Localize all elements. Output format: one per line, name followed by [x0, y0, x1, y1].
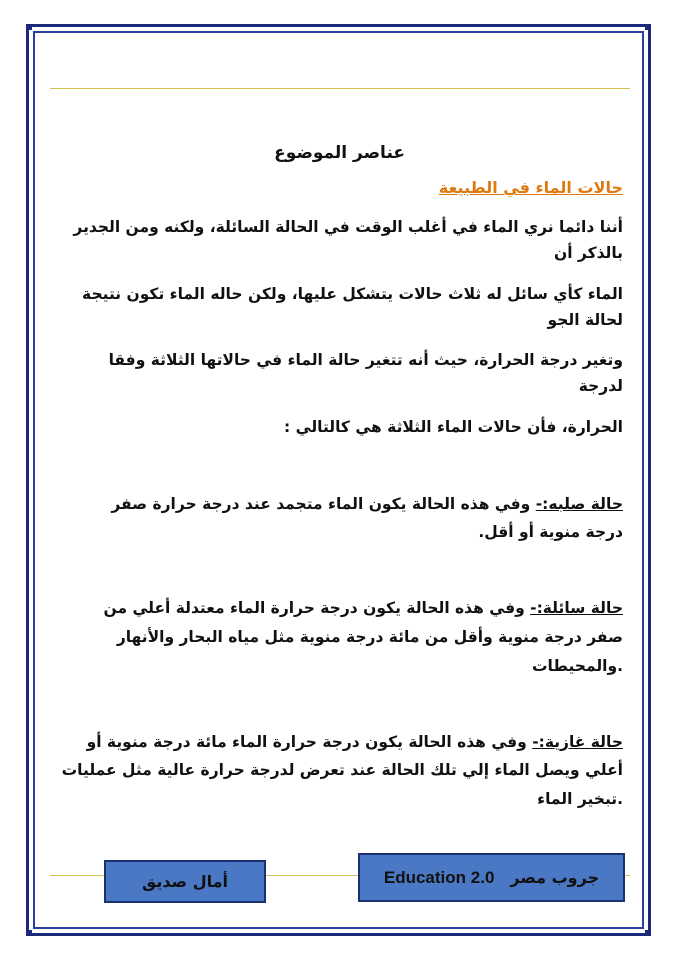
liquid-state-line [60, 596, 623, 620]
education-label: Education 2.0 [383, 867, 495, 887]
group-name: جروب مصر [510, 868, 600, 887]
header-rule [50, 88, 630, 89]
corner-ornament [26, 24, 32, 30]
section-heading: حالات الماء في الطبيعة [438, 178, 623, 197]
paragraph-line: لدرجة [578, 377, 623, 395]
paragraph-line: الحرارة، فأن حالات الماء الثلاثة هي كالتالي : [284, 418, 623, 436]
solid-state-label: حالة صلبه:- [535, 495, 623, 513]
paragraph-line: لحالة الجو [547, 311, 623, 329]
paragraph-line: .والمحيطات [531, 657, 623, 675]
group-badge [358, 853, 625, 902]
paragraph-line: صفر درجة منوية وأقل من مائة درجة منوية مثل مياه البحار والأنهار [116, 628, 623, 646]
author-name: أمال صديق [142, 872, 228, 891]
paragraph-line: .تبخير الماء [537, 790, 623, 808]
page-title: عناصر الموضوع [274, 143, 405, 163]
liquid-state-text: وفي هذه الحالة يكون درجة حرارة الماء معتدلة أعلي من [103, 599, 531, 617]
paragraph-line: وتغير درجة الحرارة، حيث أنه تتغير حالة الماء في حالاتها الثلاثة وفقا [108, 351, 623, 369]
gas-state-line [60, 730, 623, 754]
corner-ornament [645, 24, 651, 30]
solid-state-text: وفي هذه الحالة يكون الماء متجمد عند درجة حرارة صفر [111, 495, 536, 513]
solid-state-line [60, 492, 623, 516]
gas-state-text: وفي هذه الحالة يكون درجة حرارة الماء مائة درجة منوية أو [86, 733, 533, 751]
paragraph-line: أعلي ويصل الماء إلي تلك الحالة عند تعرض لدرجة حرارة عالية مثل عمليات [61, 761, 623, 779]
paragraph-line: الماء كأي سائل له ثلاث حالات يتشكل عليها، ولكن حاله الماء تكون نتيجة [82, 285, 623, 303]
corner-ornament [26, 930, 32, 936]
author-badge [104, 860, 266, 903]
paragraph-line: درجة منوية أو أقل. [478, 523, 623, 541]
paragraph-line: أننا دائما نري الماء في أغلب الوقت في الحالة السائلة، ولكنه ومن الجدير [73, 218, 623, 236]
paragraph-line: بالذكر أن [553, 244, 623, 262]
corner-ornament [645, 930, 651, 936]
liquid-state-label: حالة سائلة:- [530, 599, 623, 617]
gas-state-label: حالة غازية:- [532, 733, 623, 751]
